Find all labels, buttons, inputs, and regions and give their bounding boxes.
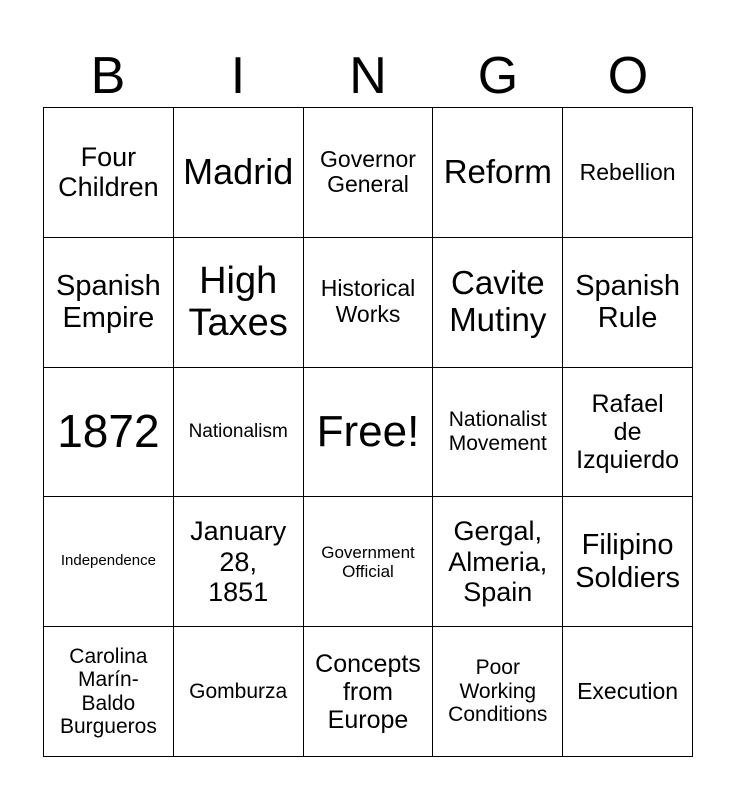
bingo-board xyxy=(43,107,693,757)
cell-text: Gergal, Almeria, Spain xyxy=(448,516,548,607)
cell-text: Poor Working Conditions xyxy=(448,656,548,727)
cell-text: High Taxes xyxy=(188,259,288,345)
bingo-cell-o3[interactable] xyxy=(563,368,693,498)
bingo-cell-g4[interactable] xyxy=(433,497,563,627)
bingo-cell-i2[interactable] xyxy=(174,238,304,368)
cell-text: Four Children xyxy=(58,142,159,203)
cell-text: Reform xyxy=(443,152,552,190)
cell-text: Rebellion xyxy=(579,158,676,185)
cell-text: Gomburza xyxy=(189,679,288,703)
cell-text: Execution xyxy=(577,677,679,704)
bingo-cell-i5[interactable] xyxy=(174,627,304,757)
bingo-cell-b2[interactable] xyxy=(44,238,174,368)
cell-text: Governor General xyxy=(320,145,416,198)
bingo-cell-o2[interactable] xyxy=(563,238,693,368)
bingo-cell-o5[interactable] xyxy=(563,627,693,757)
bingo-cell-b1[interactable] xyxy=(44,108,174,238)
cell-text: Spanish Rule xyxy=(575,269,680,335)
header-letter-o: O xyxy=(607,47,649,105)
cell-text: Spanish Empire xyxy=(55,269,161,335)
bingo-cell-n5[interactable] xyxy=(304,627,434,757)
bingo-cell-o4[interactable] xyxy=(563,497,693,627)
bingo-header xyxy=(43,44,693,108)
bingo-cell-n1[interactable] xyxy=(304,108,434,238)
bingo-cell-o1[interactable] xyxy=(563,108,693,238)
bingo-cell-n2[interactable] xyxy=(304,238,434,368)
cell-text: Filipino Soldiers xyxy=(575,529,680,594)
cell-text: Historical Works xyxy=(320,275,416,328)
cell-text: Cavite Mutiny xyxy=(449,264,547,339)
cell-text: Concepts from Europe xyxy=(315,649,421,734)
bingo-cell-g1[interactable] xyxy=(433,108,563,238)
bingo-cell-b3[interactable] xyxy=(44,368,174,498)
cell-text: Nationalism xyxy=(188,421,288,443)
bingo-cell-b4[interactable] xyxy=(44,497,174,627)
cell-text: Government Official xyxy=(321,542,415,581)
cell-text: Free! xyxy=(316,407,420,457)
cell-text: Independence xyxy=(60,552,156,570)
bingo-cell-g3[interactable] xyxy=(433,368,563,498)
bingo-cell-i1[interactable] xyxy=(174,108,304,238)
cell-text: Rafael de Izquierdo xyxy=(576,389,680,474)
bingo-cell-g2[interactable] xyxy=(433,238,563,368)
header-letter-n: N xyxy=(349,47,387,105)
cell-text: 1872 xyxy=(57,405,160,458)
header-letter-i: I xyxy=(230,47,246,105)
header-letter-b: B xyxy=(90,47,126,105)
bingo-cell-b5[interactable] xyxy=(44,627,174,757)
cell-text: Nationalist Movement xyxy=(448,408,547,455)
header-letter-g: G xyxy=(477,47,519,105)
bingo-cell-i3[interactable] xyxy=(174,368,304,498)
cell-text: January 28, 1851 xyxy=(190,516,287,607)
bingo-cell-n4[interactable] xyxy=(304,497,434,627)
cell-text: Carolina Marín- Baldo Burgueros xyxy=(59,644,157,739)
bingo-cell-i4[interactable] xyxy=(174,497,304,627)
cell-text: Madrid xyxy=(183,151,294,193)
bingo-cell-g5[interactable] xyxy=(433,627,563,757)
bingo-cell-free[interactable] xyxy=(304,368,434,498)
